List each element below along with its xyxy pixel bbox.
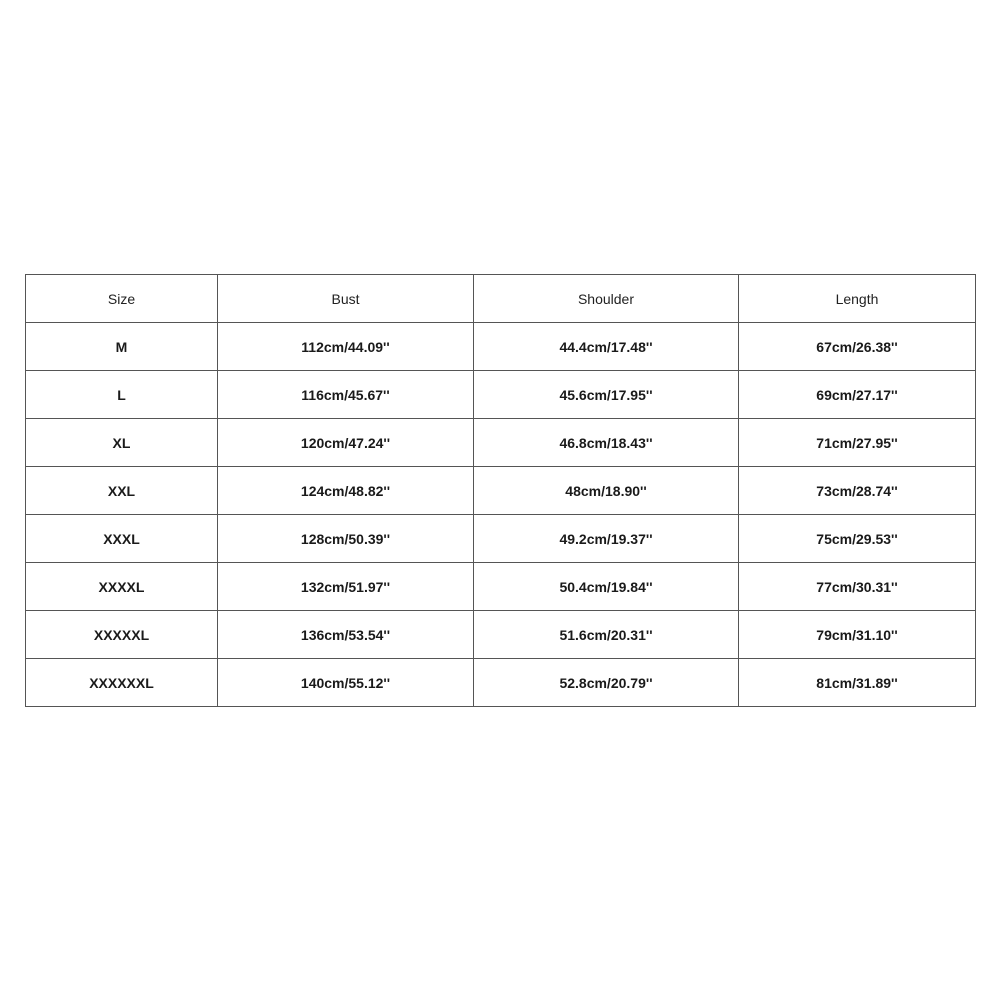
size-chart-body — [26, 323, 976, 707]
length-cell: 79cm/31.10'' — [739, 611, 976, 659]
shoulder-cell: 52.8cm/20.79'' — [474, 659, 739, 707]
size-cell: L — [26, 371, 218, 419]
table-row — [26, 371, 976, 419]
size-cell: M — [26, 323, 218, 371]
table-row — [26, 467, 976, 515]
size-chart-header — [26, 275, 976, 323]
header-length: Length — [739, 275, 976, 323]
length-cell: 77cm/30.31'' — [739, 563, 976, 611]
shoulder-cell: 46.8cm/18.43'' — [474, 419, 739, 467]
table-row — [26, 611, 976, 659]
header-size: Size — [26, 275, 218, 323]
size-cell: XL — [26, 419, 218, 467]
length-cell: 71cm/27.95'' — [739, 419, 976, 467]
size-cell: XXXXXXL — [26, 659, 218, 707]
bust-cell: 132cm/51.97'' — [218, 563, 474, 611]
size-cell: XXXL — [26, 515, 218, 563]
bust-cell: 116cm/45.67'' — [218, 371, 474, 419]
header-shoulder: Shoulder — [474, 275, 739, 323]
table-row — [26, 323, 976, 371]
shoulder-cell: 45.6cm/17.95'' — [474, 371, 739, 419]
header-row — [26, 275, 976, 323]
bust-cell: 136cm/53.54'' — [218, 611, 474, 659]
bust-cell: 120cm/47.24'' — [218, 419, 474, 467]
size-cell: XXXXL — [26, 563, 218, 611]
shoulder-cell: 51.6cm/20.31'' — [474, 611, 739, 659]
table-row — [26, 419, 976, 467]
length-cell: 69cm/27.17'' — [739, 371, 976, 419]
header-bust: Bust — [218, 275, 474, 323]
shoulder-cell: 50.4cm/19.84'' — [474, 563, 739, 611]
table-row — [26, 563, 976, 611]
bust-cell: 124cm/48.82'' — [218, 467, 474, 515]
table-row — [26, 515, 976, 563]
shoulder-cell: 44.4cm/17.48'' — [474, 323, 739, 371]
shoulder-cell: 49.2cm/19.37'' — [474, 515, 739, 563]
length-cell: 81cm/31.89'' — [739, 659, 976, 707]
length-cell: 67cm/26.38'' — [739, 323, 976, 371]
bust-cell: 112cm/44.09'' — [218, 323, 474, 371]
size-cell: XXXXXL — [26, 611, 218, 659]
size-cell: XXL — [26, 467, 218, 515]
size-chart-table — [25, 274, 976, 707]
length-cell: 75cm/29.53'' — [739, 515, 976, 563]
length-cell: 73cm/28.74'' — [739, 467, 976, 515]
table-row — [26, 659, 976, 707]
bust-cell: 140cm/55.12'' — [218, 659, 474, 707]
shoulder-cell: 48cm/18.90'' — [474, 467, 739, 515]
bust-cell: 128cm/50.39'' — [218, 515, 474, 563]
